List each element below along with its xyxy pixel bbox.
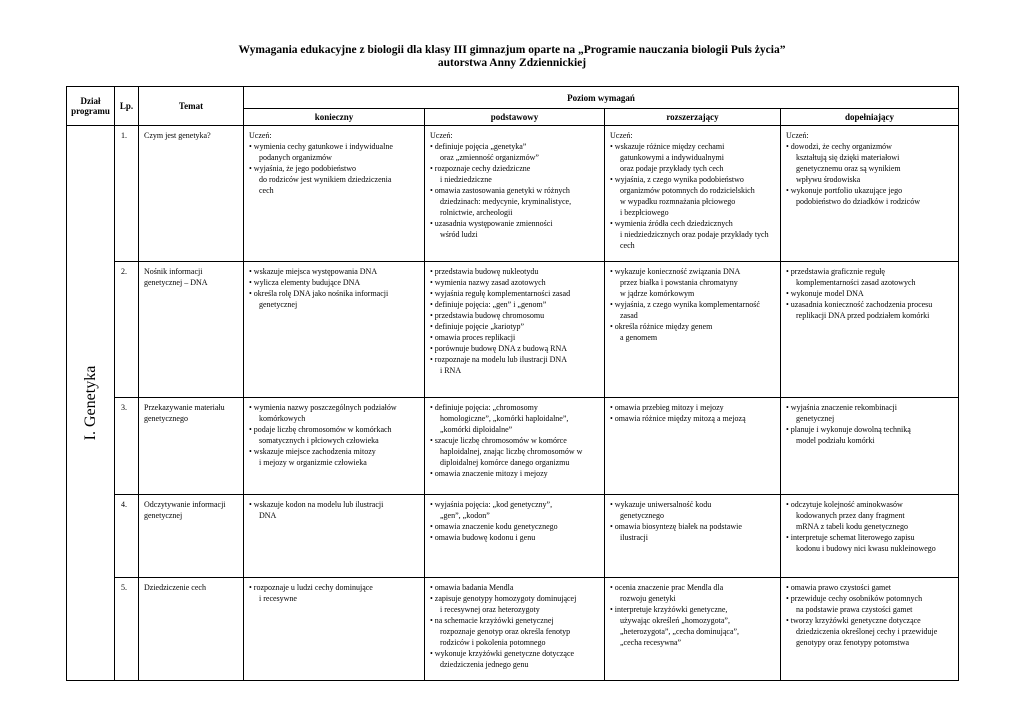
requirement-cell-podstawowy	[425, 578, 605, 681]
requirement-cell-konieczny	[244, 126, 425, 262]
row-number: 3.	[115, 398, 139, 495]
requirement-item: • omawia biosyntezę białek na podstawie	[610, 522, 742, 531]
requirement-continuation: oraz podaje przykłady tych cech	[620, 164, 724, 173]
requirement-item: • omawia budowę kodonu i genu	[430, 533, 536, 542]
requirement-cell-rozszerzajacy	[605, 495, 781, 578]
requirement-item: • tworzy krzyżówki genetyczne dotyczące	[786, 616, 921, 625]
requirement-item: • ocenia znaczenie prac Mendla dla	[610, 583, 724, 592]
requirement-item: • wykonuje krzyżówki genetyczne dotyczące	[430, 649, 575, 658]
requirement-continuation: haploidalnej, znając liczbę chromosomów w	[440, 447, 583, 456]
requirement-continuation: kodonu i budowy nici kwasu nukleinowego	[796, 544, 936, 553]
requirement-continuation: podanych organizmów	[259, 153, 332, 162]
requirement-item: • wskazuje kodon na modelu lub ilustracji	[249, 500, 384, 509]
requirement-item: • wymienia źródła cech dziedzicznych	[610, 219, 733, 228]
requirement-continuation: cech	[259, 186, 274, 195]
requirement-continuation: mRNA z tabeli kodu genetycznego	[796, 522, 908, 531]
requirement-item: • przedstawia budowę chromosomu	[430, 311, 545, 320]
requirement-item: • wskazuje miejsca występowania DNA	[249, 267, 378, 276]
requirement-continuation: komórkowych	[259, 414, 306, 423]
requirement-continuation: ilustracji	[620, 533, 648, 542]
table-row	[67, 578, 959, 681]
requirement-continuation: i recesywnej oraz heterozygoty	[440, 605, 540, 614]
requirement-item: • definiuje pojęcia „genetyka”	[430, 142, 527, 151]
requirement-cell-konieczny	[244, 578, 425, 681]
requirement-continuation: kształtują się dzięki materiałowi	[796, 153, 900, 162]
requirement-item: • wymienia nazwy zasad azotowych	[430, 278, 546, 287]
requirement-continuation: cech	[620, 241, 635, 250]
row-number: 5.	[115, 578, 139, 681]
requirement-item: • interpretuje krzyżówki genetyczne,	[610, 605, 728, 614]
row-topic	[139, 495, 244, 578]
requirement-continuation: rodziców i pokolenia potomnego	[440, 638, 546, 647]
requirement-cell-dopelniajacy	[781, 398, 959, 495]
requirement-cell-rozszerzajacy	[605, 578, 781, 681]
requirement-continuation: genetycznego	[620, 511, 664, 520]
row-topic	[139, 578, 244, 681]
requirement-item: • dowodzi, że cechy organizmów	[786, 142, 892, 151]
requirement-continuation: i RNA	[440, 366, 462, 375]
topic-line: Przekazywanie materiału	[144, 403, 225, 412]
requirement-continuation: podobieństwo do dziadków i rodziców	[796, 197, 920, 206]
requirement-cell-rozszerzajacy	[605, 262, 781, 398]
requirement-continuation: genetycznemu oraz są wynikiem	[796, 164, 901, 173]
requirement-item: • przewiduje cechy osobników potomnych	[786, 594, 923, 603]
requirement-cell-rozszerzajacy	[605, 398, 781, 495]
requirement-item: • przedstawia budowę nukleotydu	[430, 267, 539, 276]
requirement-continuation: organizmów potomnych do rodzicielskich	[620, 186, 755, 195]
header-lp: Lp.	[115, 87, 139, 126]
requirement-item: • wskazuje różnice między cechami	[610, 142, 725, 151]
requirement-continuation: zasad	[620, 311, 638, 320]
requirement-item: • omawia zastosowania genetyki w różnych	[430, 186, 570, 195]
requirement-continuation: wpływu środowiska	[796, 175, 861, 184]
requirement-item: • uzasadnia występowanie zmienności	[430, 219, 553, 228]
requirement-continuation: replikacji DNA przed podziałem komórki	[796, 311, 930, 320]
requirement-item: • wykonuje model DNA	[786, 289, 864, 298]
topic-line: Nośnik informacji	[144, 267, 203, 276]
requirement-continuation: w wypadku rozmnażania płciowego	[620, 197, 736, 206]
section-cell	[67, 126, 115, 681]
requirement-cell-podstawowy	[425, 262, 605, 398]
requirement-continuation: wśród ludzi	[440, 230, 478, 239]
requirement-item: • omawia różnice między mitozą a mejozą	[610, 414, 746, 423]
requirement-cell-dopelniajacy	[781, 262, 959, 398]
requirement-continuation: używając określeń „homozygota”,	[620, 616, 730, 625]
row-number: 2.	[115, 262, 139, 398]
requirement-cell-podstawowy	[425, 126, 605, 262]
topic-line: Dziedziczenie cech	[144, 583, 206, 592]
header-level-podstawowy: podstawowy	[425, 109, 605, 126]
requirement-item: • definiuje pojęcia: „gen” i „genom”	[430, 300, 547, 309]
requirement-item: • wykazuje konieczność związania DNA	[610, 267, 741, 276]
requirement-item: • rozpoznaje cechy dziedziczne	[430, 164, 531, 173]
requirement-continuation: rolnictwie, archeologii	[440, 208, 513, 217]
row-topic	[139, 262, 244, 398]
requirement-item: • określa rolę DNA jako nośnika informacji	[249, 289, 389, 298]
table-row	[67, 495, 959, 578]
requirement-continuation: homologiczne”, „komórki haploidalne”,	[440, 414, 569, 423]
requirement-item: • definiuje pojęcie „kariotyp”	[430, 322, 525, 331]
requirement-item: • uzasadnia konieczność zachodzenia procesu	[786, 300, 933, 309]
requirement-continuation: i mejozy w organizmie człowieka	[259, 458, 367, 467]
topic-line: genetycznej – DNA	[144, 278, 208, 287]
requirement-item: • wymienia nazwy poszczególnych podziałów	[249, 403, 397, 412]
requirement-item: • określa różnice między genem	[610, 322, 713, 331]
requirement-cell-konieczny	[244, 398, 425, 495]
requirement-item: • wyjaśnia znaczenie rekombinacji	[786, 403, 897, 412]
requirement-continuation: model podziału komórki	[796, 436, 875, 445]
title-line-1: Wymagania edukacyjne z biologii dla klasy III gimnazjum oparte na „Programie nauczania biologii Puls życia”	[238, 44, 786, 56]
requirement-item: • wylicza elementy budujące DNA	[249, 278, 361, 287]
topic-line: Odczytywanie informacji	[144, 500, 226, 509]
requirement-continuation: kodowanych przez dany fragment	[796, 511, 905, 520]
requirement-continuation: „cecha recesywna”	[620, 638, 682, 647]
requirement-continuation: „gen”, „kodon”	[440, 511, 490, 520]
requirement-continuation: oraz „zmienność organizmów”	[440, 153, 539, 162]
requirement-item: • wykazuje uniwersalność kodu	[610, 500, 712, 509]
table-row	[67, 126, 959, 262]
requirement-continuation: diploidalnej komórce danego organizmu	[440, 458, 570, 467]
requirement-continuation: i recesywne	[259, 594, 297, 603]
requirement-item: • omawia przebieg mitozy i mejozy	[610, 403, 724, 412]
document-title	[0, 44, 1024, 70]
requirement-continuation: rozpoznaje genotyp oraz określa fenotyp	[440, 627, 571, 636]
requirement-cell-dopelniajacy	[781, 495, 959, 578]
requirement-item: • interpretuje schemat literowego zapisu	[786, 533, 915, 542]
requirement-continuation: dziedzinach: medycynie, kryminalistyce,	[440, 197, 572, 206]
row-topic	[139, 126, 244, 262]
requirement-continuation: dziedziczenia określonej cechy i przewiduje	[796, 627, 938, 636]
requirement-continuation: „heterozygota”, „cecha dominująca”,	[620, 627, 740, 636]
requirement-item: • definiuje pojęcia: „chromosomy	[430, 403, 538, 412]
requirement-cell-podstawowy	[425, 398, 605, 495]
requirement-continuation: genetycznej	[796, 414, 835, 423]
table-row	[67, 262, 959, 398]
row-number: 4.	[115, 495, 139, 578]
requirement-lead: Uczeń:	[610, 131, 633, 140]
requirement-continuation: i niedziedzicznych oraz podaje przykłady tych	[620, 230, 769, 239]
requirement-item: • wymienia cechy gatunkowe i indywidualne	[249, 142, 393, 151]
requirement-item: • szacuje liczbę chromosomów w komórce	[430, 436, 567, 445]
header-dzial-programu: Dział programu	[67, 87, 115, 126]
requirement-continuation: somatycznych i płciowych człowieka	[259, 436, 379, 445]
requirement-item: • wyjaśnia regułę komplementarności zasad	[430, 289, 571, 298]
requirement-continuation: gatunkowymi a indywidualnymi	[620, 153, 724, 162]
requirement-continuation: w jądrze komórkowym	[620, 289, 695, 298]
row-topic	[139, 398, 244, 495]
requirement-item: • wyjaśnia, że jego podobieństwo	[249, 164, 356, 173]
section-label: I. Genetyka	[81, 365, 99, 441]
requirement-item: • na schemacie krzyżówki genetycznej	[430, 616, 554, 625]
requirement-continuation: do rodziców jest wynikiem dziedziczenia	[259, 175, 392, 184]
requirement-continuation: DNA	[259, 511, 277, 520]
requirement-continuation: rozwoju genetyki	[620, 594, 676, 603]
requirement-continuation: i bezpłciowego	[620, 208, 669, 217]
requirement-item: • planuje i wykonuje dowolną techniką	[786, 425, 911, 434]
row-number: 1.	[115, 126, 139, 262]
requirement-item: • zapisuje genotypy homozygoty dominującej	[430, 594, 577, 603]
requirement-continuation: komplementarności zasad azotowych	[796, 278, 916, 287]
requirements-table	[66, 86, 959, 681]
requirement-cell-konieczny	[244, 495, 425, 578]
requirement-cell-konieczny	[244, 262, 425, 398]
requirement-item: • przedstawia graficznie regułę	[786, 267, 885, 276]
requirement-continuation: dziedziczenia jednego genu	[440, 660, 529, 669]
requirement-item: • podaje liczbę chromosomów w komórkach	[249, 425, 392, 434]
requirement-lead: Uczeń:	[786, 131, 809, 140]
requirement-lead: Uczeń:	[430, 131, 453, 140]
requirement-cell-rozszerzajacy	[605, 126, 781, 262]
requirement-item: • omawia badania Mendla	[430, 583, 514, 592]
requirement-continuation: na podstawie prawa czystości gamet	[796, 605, 913, 614]
topic-line: genetycznego	[144, 414, 188, 423]
requirement-item: • rozpoznaje u ludzi cechy dominujące	[249, 583, 373, 592]
requirement-continuation: „komórki diploidalne”	[440, 425, 513, 434]
requirement-item: • rozpoznaje na modelu lub ilustracji DNA	[430, 355, 567, 364]
requirement-item: • wyjaśnia, z czego wynika komplementarność	[610, 300, 760, 309]
requirement-item: • omawia prawo czystości gamet	[786, 583, 891, 592]
header-level-rozszerzajacy: rozszerzający	[605, 109, 781, 126]
requirement-item: • omawia proces replikacji	[430, 333, 516, 342]
requirement-continuation: genetycznej	[259, 300, 298, 309]
header-poziom-wymagan: Poziom wymagań	[244, 87, 959, 109]
title-line-2: autorstwa Anny Zdziennickiej	[437, 57, 587, 69]
requirement-item: • omawia znaczenie kodu genetycznego	[430, 522, 558, 531]
topic-line: Czym jest genetyka?	[144, 131, 211, 140]
requirement-continuation: i niedziedziczne	[440, 175, 492, 184]
requirement-item: • odczytuje kolejność aminokwasów	[786, 500, 903, 509]
requirement-cell-dopelniajacy	[781, 578, 959, 681]
header-temat: Temat	[139, 87, 244, 126]
requirement-cell-podstawowy	[425, 495, 605, 578]
topic-line: genetycznej	[144, 511, 183, 520]
requirement-item: • porównuje budowę DNA z budową RNA	[430, 344, 568, 353]
requirement-item: • wykonuje portfolio ukazujące jego	[786, 186, 903, 195]
requirement-item: • wyjaśnia, z czego wynika podobieństwo	[610, 175, 744, 184]
requirement-continuation: a genomem	[620, 333, 658, 342]
requirement-item: • omawia znaczenie mitozy i mejozy	[430, 469, 548, 478]
requirement-lead: Uczeń:	[249, 131, 272, 140]
requirement-continuation: genotypy oraz fenotypy potomstwa	[796, 638, 910, 647]
requirement-cell-dopelniajacy	[781, 126, 959, 262]
header-level-konieczny: konieczny	[244, 109, 425, 126]
requirement-item: • wskazuje miejsce zachodzenia mitozy	[249, 447, 376, 456]
header-level-dopelniajacy: dopełniający	[781, 109, 959, 126]
requirement-continuation: przez białka i powstania chromatyny	[620, 278, 738, 287]
table-row	[67, 398, 959, 495]
requirement-item: • wyjaśnia pojęcia: „kod genetyczny”,	[430, 500, 553, 509]
